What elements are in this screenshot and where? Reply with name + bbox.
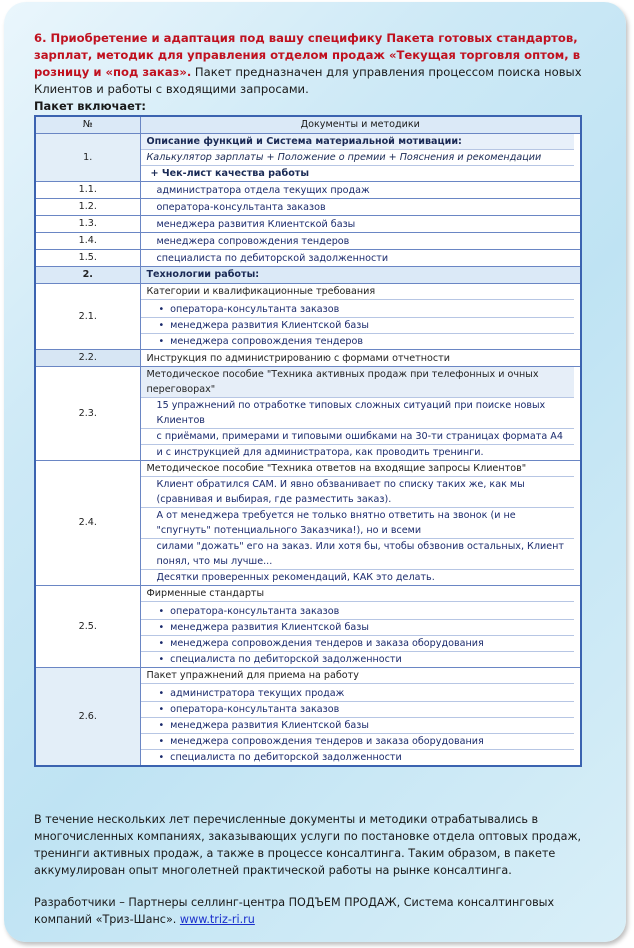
list-item: • менеджера сопровождения тендеров и заказа оборудования	[141, 734, 575, 750]
table-row	[35, 250, 581, 267]
list-item: • менеджера сопровождения тендеров и заказа оборудования	[141, 636, 575, 652]
table-header	[35, 116, 581, 134]
row-text: 15 упражнений по отработке типовых сложных ситуаций при поиске новых Клиентов	[141, 398, 575, 429]
table-row	[35, 182, 581, 199]
row-text: и с инструкцией для администратора, как проводить тренинги.	[156, 447, 484, 458]
row-number: 1.4.	[35, 233, 140, 250]
row-text: Инструкция по администрированию с формами отчетности	[146, 352, 450, 364]
row-text: менеджера сопровождения тендеров	[156, 235, 350, 247]
row-title: Пакет упражнений для приема на работу	[141, 668, 575, 684]
col-header-num: №	[35, 116, 140, 134]
section-heading: Технологии работы:	[140, 267, 581, 284]
row-text: специалиста по дебиторской задолженности	[156, 252, 389, 264]
row-text: Десятки проверенных рекомендаций, КАК это делать.	[156, 572, 435, 583]
includes-label: Пакет включает:	[34, 99, 146, 113]
row-text: + Чек-лист качества работы	[141, 166, 575, 181]
intro-heading: 6. Приобретение и адаптация под вашу специфику Пакета готовых стандартов, зарплат, методик для управления отделом продаж «Текущая торговля оптом, в розницу и «под заказ».	[34, 31, 581, 79]
table-row	[35, 233, 581, 250]
row-title: Категории и квалификационные требования	[141, 284, 575, 300]
list-item: • оператора-консультанта заказов	[141, 302, 575, 318]
row-number: 2.3.	[35, 367, 140, 461]
row-number: 2.6.	[35, 668, 140, 767]
list-item: • оператора-консультанта заказов	[141, 702, 575, 718]
intro-paragraph	[34, 30, 590, 98]
list-item: • специалиста по дебиторской задолженности	[141, 750, 575, 765]
row-title: Методическое пособие "Техника ответов на входящие запросы Клиентов"	[141, 461, 575, 477]
row-number: 2.	[35, 267, 140, 284]
row-number: 2.5.	[35, 586, 140, 668]
row-text: силами "дожать" его на заказ. Или хотя бы, чтобы обзвонив остальных, Клиент понял, что мы лучше...	[141, 539, 575, 570]
table-row	[35, 586, 581, 668]
row-text: с приёмами, примерами и типовыми ошибками на 30-ти страницах формата А4	[141, 429, 575, 445]
row-text: администратора отдела текущих продаж	[156, 184, 370, 196]
row-text: А от менеджера требуется не только внятно ответить на звонок (и не "спугнуть" потенциального Заказчика!), но и всеми	[141, 508, 575, 539]
row-number: 1.	[35, 134, 140, 182]
table-row	[35, 367, 581, 461]
table-row	[35, 134, 581, 182]
col-header-docs: Документы и методики	[140, 116, 581, 134]
intro-text: Пакет предназначен для управления процессом поиска новых Клиентов и работы с входящими запросами.	[34, 65, 582, 96]
developers-text: Разработчики – Партнеры селлинг-центра ПОДЪЕМ ПРОДАЖ, Система консалтинговых компаний «Триз-Шанс».	[34, 896, 555, 927]
list-item: • менеджера развития Клиентской базы	[141, 620, 575, 636]
row-text: Клиент обратился САМ. И явно обзванивает по списку таких же, как мы (сравнивая и выбирая, где разместить заказ).	[141, 477, 575, 508]
list-item: • специалиста по дебиторской задолженности	[141, 652, 575, 667]
main-content	[34, 30, 590, 767]
row-number: 1.3.	[35, 216, 140, 233]
table-row	[35, 284, 581, 350]
row-number: 2.4.	[35, 461, 140, 586]
row-number: 2.2.	[35, 350, 140, 367]
list-item: • менеджера развития Клиентской базы	[141, 318, 575, 334]
developers-note	[34, 894, 594, 928]
table-row	[35, 668, 581, 767]
list-item: • администратора текущих продаж	[141, 686, 575, 702]
list-item: • оператора-консультанта заказов	[141, 604, 575, 620]
table-row	[35, 461, 581, 586]
table-row	[35, 267, 581, 284]
row-number: 2.1.	[35, 284, 140, 350]
list-item: • менеджера развития Клиентской базы	[141, 718, 575, 734]
row-number: 1.2.	[35, 199, 140, 216]
row-title: Методическое пособие "Техника активных продаж при телефонных и очных переговорах"	[141, 367, 575, 398]
documents-table	[34, 115, 582, 767]
list-item: • менеджера сопровождения тендеров	[141, 334, 575, 349]
footer-paragraph: В течение нескольких лет перечисленные документы и методики отрабатывались в многочисленных компаниях, заказывающих услуги по постановке отдела оптовых продаж, тренинги активных продаж, а также в процессе консалтинга. Таким образом, в пакете аккумулирован опыт многолетней практической работы на рынке консалтинга.	[34, 813, 582, 878]
table-row	[35, 350, 581, 367]
row-number: 1.5.	[35, 250, 140, 267]
row-title: Фирменные стандарты	[141, 586, 575, 602]
table-row	[35, 199, 581, 216]
row-text: Калькулятор зарплаты + Положение о премии + Пояснения и рекомендации	[141, 150, 575, 166]
row-text: оператора-консультанта заказов	[156, 201, 326, 213]
website-link[interactable]: www.triz-ri.ru	[179, 913, 255, 927]
row-number: 1.1.	[35, 182, 140, 199]
section-heading: Описание функций и Система материальной мотивации:	[141, 134, 575, 150]
row-text: менеджера развития Клиентской базы	[156, 218, 356, 230]
table-row	[35, 216, 581, 233]
